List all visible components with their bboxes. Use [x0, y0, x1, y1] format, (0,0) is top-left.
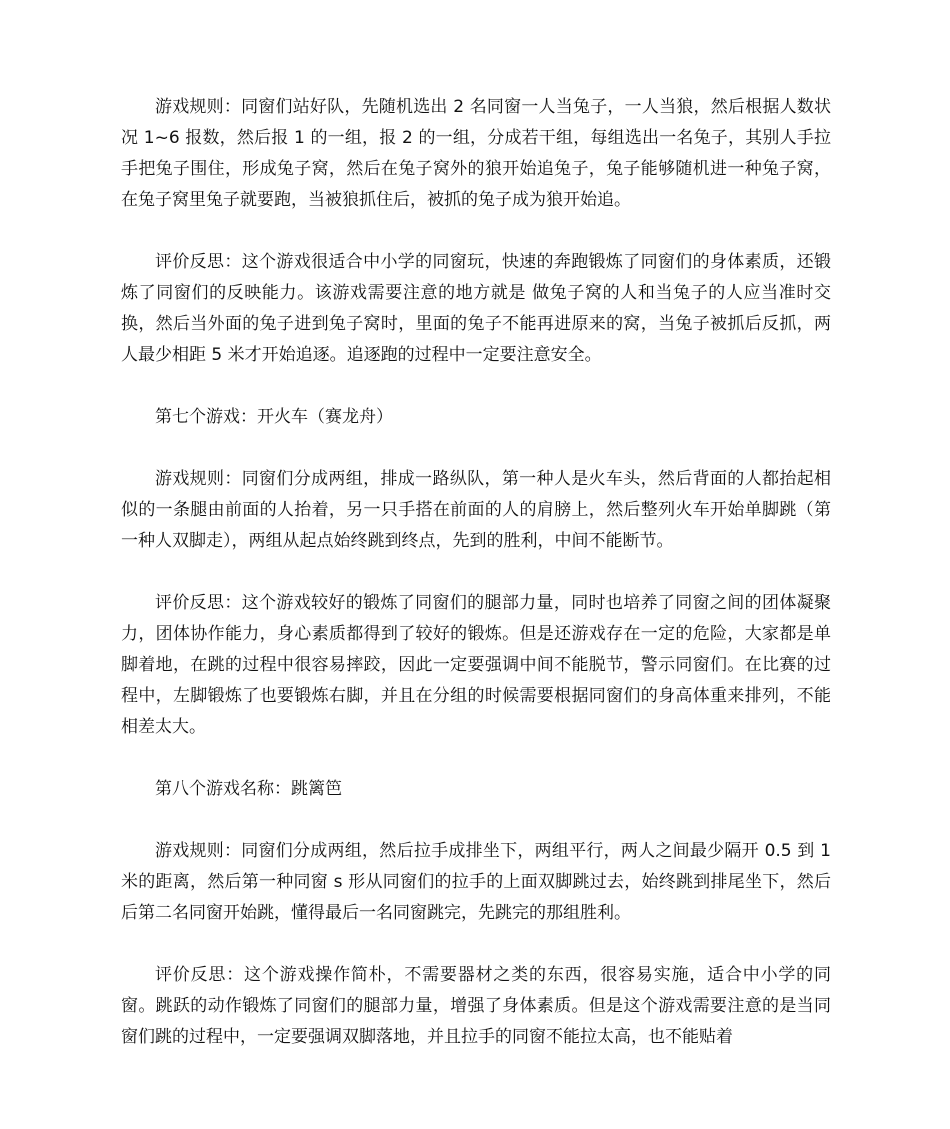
paragraph-rabbit-rules: 游戏规则：同窗们站好队，先随机选出 2 名同窗一人当兔子，一人当狼，然后根据人数状况 1~6 报数，然后报 1 的一组，报 2 的一组，分成若干组，每组选出一名兔子，其别人手拉手把兔子围住，形成兔子窝，然后在兔子窝外的狼开始追兔子，兔子能够随机进一种兔子窝，在兔子窝里兔子就要跑，当被狼抓住后，被抓的兔子成为狼开始追。 — [121, 97, 831, 210]
paragraph-fence-rules: 游戏规则：同窗们分成两组，然后拉手成排坐下，两组平行，两人之间最少隔开 0.5 到 1 米的距离，然后第一种同窗 s 形从同窗们的拉手的上面双脚跳过去，始终跳到排尾坐下，然后后第二名同窗开始跳，懂得最后一名同窗跳完，先跳完的那组胜利。 — [121, 841, 831, 923]
document-body — [121, 92, 831, 1084]
heading-game-seven: 第七个游戏：开火车（赛龙舟） — [155, 407, 393, 427]
heading-game-eight: 第八个游戏名称：跳篱笆 — [155, 779, 342, 799]
paragraph-rabbit-reflection: 评价反思：这个游戏很适合中小学的同窗玩，快速的奔跑锻炼了同窗们的身体素质，还锻炼了同窗们的反映能力。该游戏需要注意的地方就是 做兔子窝的人和当兔子的人应当准时交换，然后当外面的兔子进到兔子窝时，里面的兔子不能再进原来的窝，当兔子被抓后反抓，两人最少相距 5 米才开始追逐。追逐跑的过程中一定要注意安全。 — [121, 252, 831, 365]
paragraph-train-rules: 游戏规则：同窗们分成两组，排成一路纵队，第一种人是火车头，然后背面的人都抬起相似的一条腿由前面的人抬着，另一只手搭在前面的人的肩膀上，然后整列火车开始单脚跳（第一种人双脚走），两组从起点始终跳到终点，先到的胜利，中间不能断节。 — [121, 469, 831, 551]
paragraph-fence-reflection: 评价反思：这个游戏操作简朴，不需要器材之类的东西，很容易实施，适合中小学的同窗。跳跃的动作锻炼了同窗们的腿部力量，增强了身体素质。但是这个游戏需要注意的是当同窗们跳的过程中，一定要强调双脚落地，并且拉手的同窗不能拉太高，也不能贴着 — [121, 965, 831, 1047]
paragraph-train-reflection: 评价反思：这个游戏较好的锻炼了同窗们的腿部力量，同时也培养了同窗之间的团体凝聚力，团体协作能力，身心素质都得到了较好的锻炼。但是还游戏存在一定的危险，大家都是单脚着地，在跳的过程中很容易摔跤，因此一定要强调中间不能脱节，警示同窗们。在比赛的过程中，左脚锻炼了也要锻炼右脚，并且在分组的时候需要根据同窗们的身高体重来排列，不能相差太大。 — [121, 593, 831, 737]
